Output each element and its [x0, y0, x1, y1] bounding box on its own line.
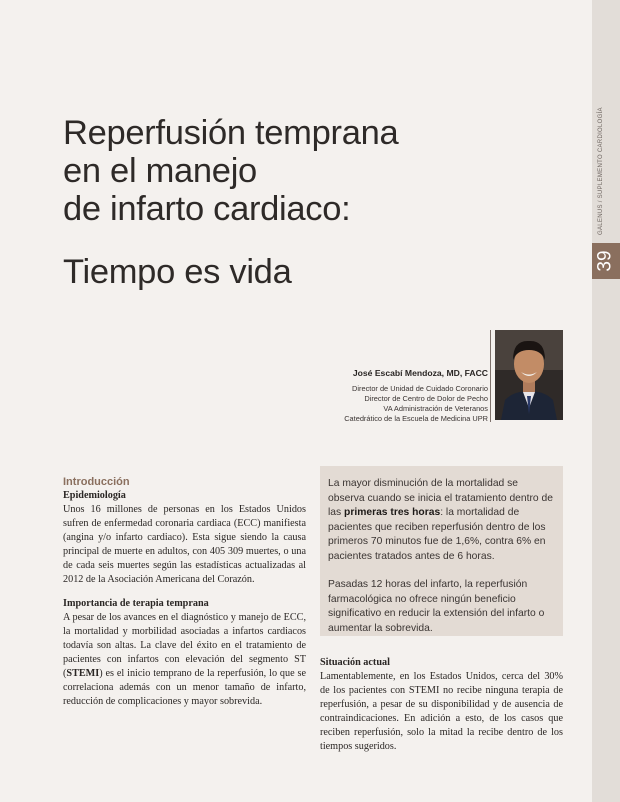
article-subtitle: Tiempo es vida — [63, 253, 292, 291]
author-title-3: VA Administración de Veteranos — [383, 404, 488, 413]
author-title-2: Director de Centro de Dolor de Pecho — [364, 394, 488, 403]
early-therapy-heading: Importancia de terapia temprana — [63, 598, 209, 609]
title-line-2: en el manejo — [63, 152, 257, 190]
author-photo — [495, 330, 563, 420]
epidemiology-paragraph: Unos 16 millones de personas en los Estados Unidos sufren de enfermedad coronaria cardiaca (ECC) manifiesta (angina y/o infarto cardiaco). Esta sigue siendo la causa principal de muerte en adultos, con 405 309 muertes, o una de cada seis muertes según las estadísticas actualizadas al 2012 de la Asociación Americana del Corazón. — [63, 504, 306, 585]
early-therapy-paragraph: A pesar de los avances en el diagnóstico y manejo de ECC, la mortalidad y morbilidad asociadas a infartos cardiacos todavía son altas. La clave del éxito en el tratamiento de pacientes con infartos con elevación del segmento ST (STEMI) es el inicio temprano de la reperfusión, lo que se correlaciona además con un menor tamaño de infarto, reducción de complicaciones y mayor sobrevida. — [63, 612, 306, 707]
highlight-box — [320, 466, 563, 636]
highlight-paragraph-1: La mayor disminución de la mortalidad se observa cuando se inicia el tratamiento dentro de las primeras tres horas: la mortalidad de pacientes que reciben reperfusión dentro de los primeros 70 minutos fue de 1,6%, contra 6% en pacientes tratados antes de 6 horas. — [328, 478, 553, 562]
title-line-1: Reperfusión temprana — [63, 114, 399, 152]
left-column — [63, 476, 306, 709]
author-name: José Escabí Mendoza, MD, FACC — [352, 368, 488, 378]
divider-line — [490, 330, 491, 422]
author-block — [188, 368, 488, 424]
highlight-paragraph-2: Pasadas 12 horas del infarto, la reperfusión farmacológica no ofrece ningún beneficio significativo en reducir la extensión del infarto o aumentar la sobrevida. — [328, 579, 545, 634]
article-title — [63, 114, 563, 228]
right-column — [320, 656, 563, 754]
side-band — [592, 0, 620, 802]
epidemiology-heading: Epidemiología — [63, 490, 126, 501]
title-line-3: de infarto cardiaco: — [63, 190, 351, 228]
author-title-4: Catedrático de la Escuela de Medicina UPR — [344, 414, 488, 423]
situation-heading: Situación actual — [320, 657, 390, 668]
author-title-1: Director de Unidad de Cuidado Coronario — [352, 384, 488, 393]
intro-heading: Introducción — [63, 476, 130, 488]
situation-paragraph: Lamentablemente, en los Estados Unidos, cerca del 30% de los pacientes con STEMI no recibe ninguna terapia de reperfusión, a pesar de su disponibilidad y de ausencia de contraindicaciones. En adición a esto, de los casos que reciben reperfusión, solo la mitad la recibe dentro de los tiempos sugeridos. — [320, 671, 563, 752]
page-number: 39 — [594, 250, 616, 272]
